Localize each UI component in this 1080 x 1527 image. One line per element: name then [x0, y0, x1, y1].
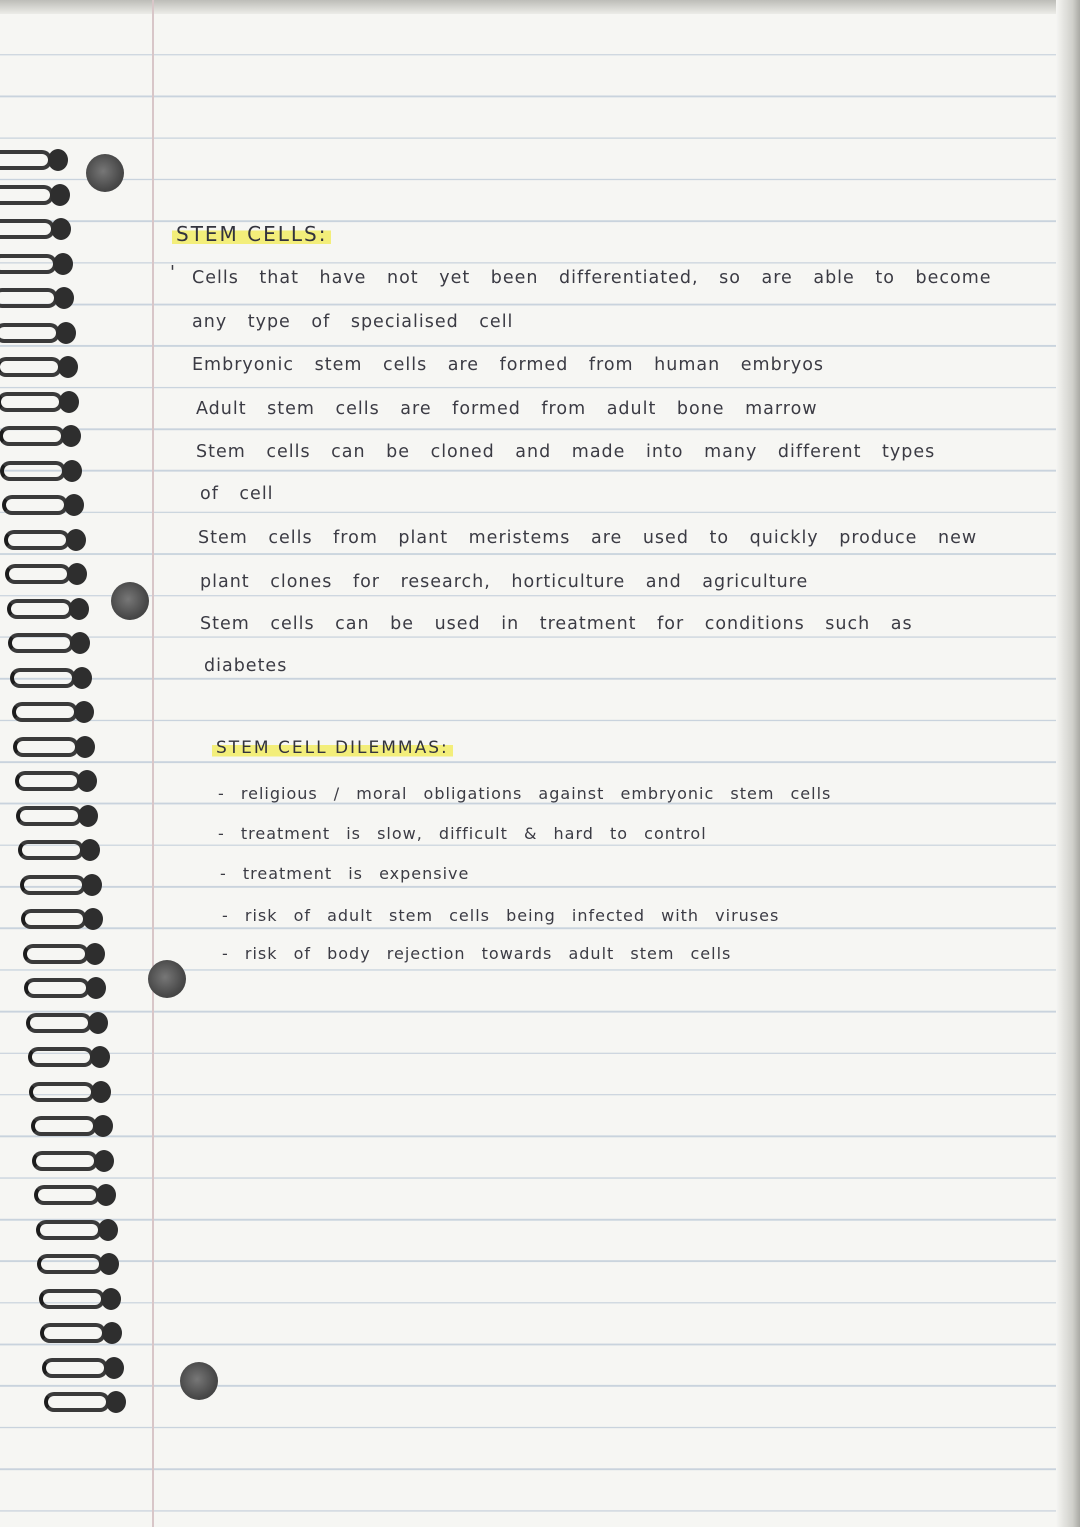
- spiral-coil: [16, 806, 82, 826]
- dilemma-text: religious / moral obligations against embryonic stem cells: [240, 784, 832, 803]
- spiral-binding: [0, 150, 140, 1527]
- spiral-coil: [0, 357, 62, 377]
- bullet-dash: -: [218, 784, 225, 803]
- spiral-hole: [82, 874, 102, 896]
- spiral-coil: [10, 668, 76, 688]
- spiral-hole: [48, 149, 68, 171]
- spiral-hole: [70, 632, 90, 654]
- spiral-coil: [12, 702, 78, 722]
- spiral-coil: [0, 426, 65, 446]
- spiral-hole: [50, 184, 70, 206]
- spiral-coil: [2, 495, 68, 515]
- spiral-hole: [77, 770, 97, 792]
- spiral-hole: [96, 1184, 116, 1206]
- punch-hole-2: [111, 582, 149, 620]
- spiral-hole: [85, 943, 105, 965]
- dilemma-text: treatment is slow, difficult & hard to control: [240, 824, 707, 843]
- spiral-coil: [37, 1254, 103, 1274]
- spiral-coil: [20, 875, 86, 895]
- spiral-hole: [64, 494, 84, 516]
- spiral-coil: [29, 1082, 95, 1102]
- note-line-8: plant clones for research, horticulture and agriculture: [200, 572, 809, 592]
- spiral-coil: [0, 288, 58, 308]
- spiral-hole: [86, 977, 106, 999]
- spiral-hole: [94, 1150, 114, 1172]
- definition-quote-mark: ': [170, 262, 176, 283]
- dilemma-item-1: [218, 784, 831, 803]
- dilemma-item-2: [218, 824, 707, 843]
- note-line-4: Adult stem cells are formed from adult bone marrow: [196, 399, 818, 419]
- note-line-6: of cell: [200, 484, 274, 504]
- spiral-coil: [36, 1220, 102, 1240]
- spiral-coil: [24, 978, 90, 998]
- note-line-3: Embryonic stem cells are formed from human embryos: [192, 355, 825, 375]
- spiral-hole: [80, 839, 100, 861]
- spiral-coil: [18, 840, 84, 860]
- spiral-hole: [91, 1081, 111, 1103]
- spiral-coil: [5, 564, 71, 584]
- spiral-coil: [8, 633, 74, 653]
- bullet-dash: -: [220, 864, 227, 883]
- note-line-10: diabetes: [204, 656, 288, 676]
- spiral-hole: [98, 1219, 118, 1241]
- section-title: [172, 222, 331, 246]
- spiral-coil: [0, 392, 63, 412]
- note-line-9: Stem cells can be used in treatment for conditions such as: [200, 614, 913, 634]
- dilemma-text: risk of adult stem cells being infected with viruses: [244, 906, 780, 925]
- dilemma-text: risk of body rejection towards adult stem cells: [244, 944, 732, 963]
- spiral-hole: [53, 253, 73, 275]
- spiral-hole: [75, 736, 95, 758]
- dilemma-text: treatment is expensive: [242, 864, 470, 883]
- dilemma-item-5: [222, 944, 731, 963]
- spiral-coil: [13, 737, 79, 757]
- bullet-dash: -: [222, 944, 229, 963]
- spiral-hole: [83, 908, 103, 930]
- spiral-coil: [42, 1358, 108, 1378]
- spiral-hole: [62, 460, 82, 482]
- bullet-dash: -: [222, 906, 229, 925]
- spiral-hole: [106, 1391, 126, 1413]
- dilemmas-title: [212, 738, 453, 758]
- title-highlight: STEM CELLS:: [172, 222, 331, 246]
- spiral-hole: [101, 1288, 121, 1310]
- spiral-hole: [88, 1012, 108, 1034]
- punch-hole-4: [180, 1362, 218, 1400]
- spiral-coil: [7, 599, 73, 619]
- spiral-coil: [4, 530, 70, 550]
- dilemma-item-4: [222, 906, 779, 925]
- spiral-coil: [0, 461, 66, 481]
- page-right-edge: [1056, 0, 1080, 1527]
- spiral-coil: [0, 185, 54, 205]
- spiral-hole: [61, 425, 81, 447]
- spiral-hole: [90, 1046, 110, 1068]
- note-line-2: any type of specialised cell: [192, 312, 514, 332]
- spiral-coil: [15, 771, 81, 791]
- spiral-hole: [69, 598, 89, 620]
- note-line-5: Stem cells can be cloned and made into many different types: [196, 442, 936, 462]
- spiral-coil: [0, 219, 55, 239]
- bullet-dash: -: [218, 824, 225, 843]
- spiral-coil: [34, 1185, 100, 1205]
- spiral-coil: [0, 150, 52, 170]
- spiral-hole: [67, 563, 87, 585]
- spiral-hole: [59, 391, 79, 413]
- dilemma-item-3: [220, 864, 469, 883]
- margin-line: [152, 0, 154, 1527]
- spiral-coil: [32, 1151, 98, 1171]
- spiral-hole: [102, 1322, 122, 1344]
- punch-hole-1: [86, 154, 124, 192]
- spiral-hole: [66, 529, 86, 551]
- spiral-coil: [39, 1289, 105, 1309]
- spiral-hole: [99, 1253, 119, 1275]
- spiral-hole: [56, 322, 76, 344]
- spiral-hole: [72, 667, 92, 689]
- spiral-hole: [93, 1115, 113, 1137]
- dilemmas-title-highlight: STEM CELL DILEMMAS:: [212, 738, 453, 758]
- spiral-coil: [0, 323, 60, 343]
- note-line-1: Cells that have not yet been differentiated, so are able to become: [192, 268, 992, 288]
- spiral-coil: [23, 944, 89, 964]
- spiral-coil: [31, 1116, 97, 1136]
- spiral-hole: [78, 805, 98, 827]
- punch-hole-3: [148, 960, 186, 998]
- spiral-hole: [54, 287, 74, 309]
- page-top-edge: [0, 0, 1080, 14]
- spiral-coil: [26, 1013, 92, 1033]
- spiral-hole: [58, 356, 78, 378]
- note-line-7: Stem cells from plant meristems are used to quickly produce new: [198, 528, 978, 548]
- spiral-coil: [21, 909, 87, 929]
- spiral-coil: [0, 254, 57, 274]
- spiral-hole: [104, 1357, 124, 1379]
- spiral-hole: [74, 701, 94, 723]
- spiral-coil: [40, 1323, 106, 1343]
- spiral-coil: [44, 1392, 110, 1412]
- spiral-hole: [51, 218, 71, 240]
- spiral-coil: [28, 1047, 94, 1067]
